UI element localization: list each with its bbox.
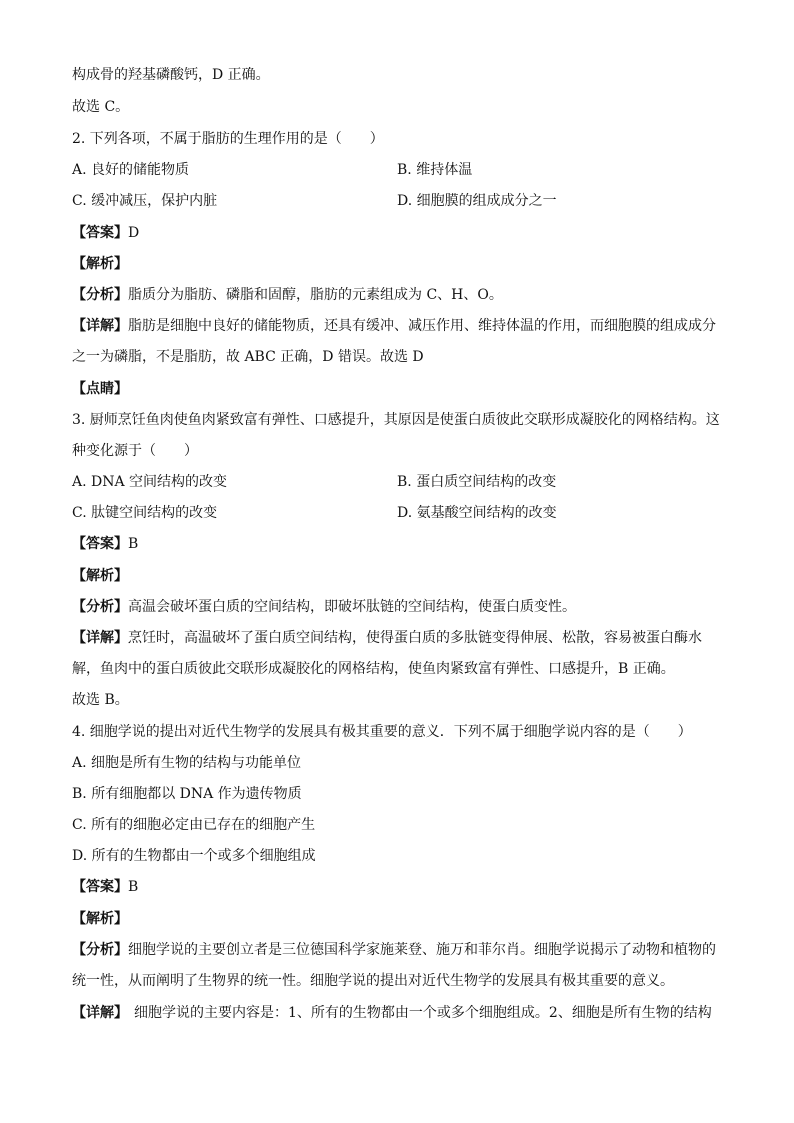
text-line: 构成骨的羟基磷酸钙，D 正确。 bbox=[72, 67, 270, 83]
xiangjie-tag: 【详解】 bbox=[72, 318, 128, 334]
q4-option-d: D. 所有的生物都由一个或多个细胞组成 bbox=[72, 848, 316, 864]
q3-fenxi bbox=[72, 598, 576, 616]
answer-value: B bbox=[128, 536, 139, 552]
question-2-stem: 2. 下列各项，不属于脂肪的生理作用的是（ ） bbox=[72, 131, 384, 147]
q3-guxuan: 故选 B。 bbox=[72, 692, 129, 708]
xiangjie-text: 烹饪时，高温破坏了蛋白质空间结构，使得蛋白质的多肽链变得伸展、松散，容易被蛋白酶水 bbox=[128, 630, 702, 646]
q3-option-d: D. 氨基酸空间结构的改变 bbox=[397, 505, 557, 521]
question-3-stem-cont: 种变化源于（ ） bbox=[72, 443, 198, 459]
fenxi-text: 脂质分为脂肪、磷脂和固醇，脂肪的元素组成为 C、H、O。 bbox=[128, 287, 503, 303]
q2-xiangjie bbox=[72, 317, 716, 335]
q2-xiangjie-cont: 之一为磷脂，不是脂肪，故 ABC 正确，D 错误。故选 D bbox=[72, 349, 424, 365]
q4-jiexi-heading: 【解析】 bbox=[72, 911, 128, 927]
q3-answer bbox=[72, 535, 138, 553]
q2-fenxi bbox=[72, 286, 503, 304]
question-4-stem: 4. 细胞学说的提出对近代生物学的发展具有极其重要的意义．下列不属于细胞学说内容的是（ ） bbox=[72, 724, 692, 740]
q4-fenxi bbox=[72, 941, 716, 959]
text-line: 故选 C。 bbox=[72, 99, 130, 115]
xiangjie-tag: 【详解】 bbox=[72, 1005, 128, 1021]
fenxi-tag: 【分析】 bbox=[72, 599, 128, 615]
q4-option-a: A. 细胞是所有生物的结构与功能单位 bbox=[72, 755, 302, 771]
q3-jiexi-heading: 【解析】 bbox=[72, 568, 128, 584]
q2-jiexi-heading: 【解析】 bbox=[72, 256, 128, 272]
q2-dianjing-heading: 【点睛】 bbox=[72, 381, 128, 397]
xiangjie-tag: 【详解】 bbox=[72, 630, 128, 646]
q4-answer bbox=[72, 878, 138, 896]
q4-xiangjie bbox=[72, 1004, 712, 1022]
answer-value: D bbox=[128, 225, 140, 241]
q3-option-a: A. DNA 空间结构的改变 bbox=[72, 474, 228, 490]
q2-option-b: B. 维持体温 bbox=[397, 162, 473, 178]
xiangjie-text: 脂肪是细胞中良好的储能物质，还具有缓冲、减压作用、维持体温的作用，而细胞膜的组成成分 bbox=[128, 318, 716, 334]
q3-xiangjie bbox=[72, 629, 702, 647]
q2-option-d: D. 细胞膜的组成成分之一 bbox=[397, 193, 557, 209]
q4-fenxi-cont: 统一性，从而阐明了生物界的统一性。细胞学说的提出对近代生物学的发展具有极其重要的意义。 bbox=[72, 973, 674, 989]
q4-option-b: B. 所有细胞都以 DNA 作为遗传物质 bbox=[72, 786, 302, 802]
question-3-stem: 3. 厨师烹饪鱼肉使鱼肉紧致富有弹性、口感提升，其原因是使蛋白质彼此交联形成凝胶化的网格结构。这 bbox=[72, 412, 720, 428]
xiangjie-text: 细胞学说的主要内容是：1、所有的生物都由一个或多个细胞组成。2、细胞是所有生物的结构 bbox=[134, 1005, 712, 1021]
fenxi-text: 细胞学说的主要创立者是三位德国科学家施莱登、施万和菲尔肖。细胞学说揭示了动物和植物的 bbox=[128, 942, 716, 958]
q3-xiangjie-cont: 解，鱼肉中的蛋白质彼此交联形成凝胶化的网格结构，使鱼肉紧致富有弹性、口感提升，B 正确。 bbox=[72, 661, 675, 677]
q2-answer bbox=[72, 224, 139, 242]
answer-value: B bbox=[128, 879, 139, 895]
q3-option-c: C. 肽键空间结构的改变 bbox=[72, 505, 218, 521]
q2-option-a: A. 良好的储能物质 bbox=[72, 162, 190, 178]
q4-option-c: C. 所有的细胞必定由已存在的细胞产生 bbox=[72, 817, 316, 833]
answer-tag: 【答案】 bbox=[72, 225, 128, 241]
answer-tag: 【答案】 bbox=[72, 879, 128, 895]
fenxi-text: 高温会破坏蛋白质的空间结构，即破坏肽链的空间结构，使蛋白质变性。 bbox=[128, 599, 576, 615]
q3-option-b: B. 蛋白质空间结构的改变 bbox=[397, 474, 557, 490]
fenxi-tag: 【分析】 bbox=[72, 942, 128, 958]
q2-option-c: C. 缓冲减压，保护内脏 bbox=[72, 193, 218, 209]
answer-tag: 【答案】 bbox=[72, 536, 128, 552]
fenxi-tag: 【分析】 bbox=[72, 287, 128, 303]
